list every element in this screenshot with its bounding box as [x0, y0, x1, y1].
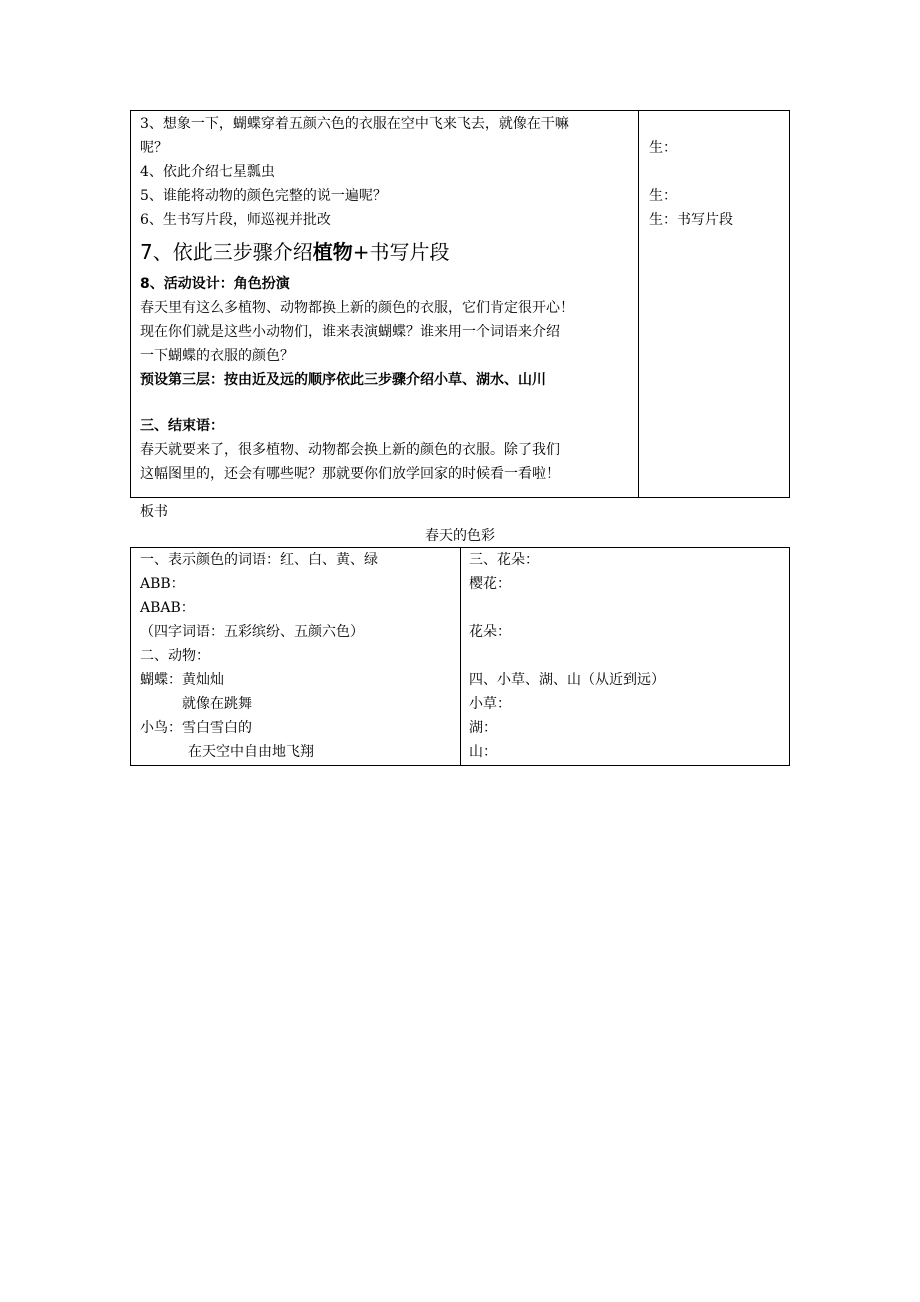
cherry-blossom-item: 樱花： — [469, 576, 511, 592]
board-label: 板书 — [140, 504, 168, 520]
step-7-prefix: 7、依此三步骤介绍 — [140, 240, 313, 264]
step-5-text: 5、谁能将动物的颜色完整的说一遍呢？ — [140, 188, 387, 204]
board-title: 春天的色彩 — [425, 528, 495, 544]
step-8-heading: 8、活动设计：角色扮演 — [140, 276, 290, 292]
board-right-column — [461, 548, 789, 765]
lesson-plan-table — [130, 110, 790, 498]
abb-item: ABB： — [140, 576, 185, 592]
abab-item: ABAB： — [140, 600, 195, 616]
teacher-activity-column — [131, 111, 639, 497]
closing-text-2: 这幅图里的，还会有哪些呢？那就要你们放学回家的时候看一看啦！ — [140, 466, 560, 482]
step-6-text: 6、生书写片段，师巡视并批改 — [140, 212, 331, 228]
step-3-text-cont: 呢？ — [140, 140, 168, 156]
bird-item: 小鸟：雪白雪白的 — [140, 720, 252, 736]
lake-item: 湖： — [469, 720, 497, 736]
preset-level-3: 预设第三层：按由近及远的顺序依此三步骤介绍小草、湖水、山川 — [140, 372, 546, 388]
flowers-heading: 三、花朵： — [469, 552, 539, 568]
step-7-suffix: +书写片段 — [352, 240, 450, 264]
mountain-item: 山： — [469, 744, 497, 760]
student-response-2: 生： — [649, 188, 677, 204]
color-words-heading: 一、表示颜色的词语：红、白、黄、绿 — [140, 552, 378, 568]
role-play-text-3: 一下蝴蝶的衣服的颜色？ — [140, 348, 294, 364]
spacer — [469, 644, 789, 668]
grass-lake-mountain-heading: 四、小草、湖、山（从近到远） — [469, 672, 665, 688]
step-3-text: 3、想象一下，蝴蝶穿着五颜六色的衣服在空中飞来飞去，就像在干嘛 — [140, 116, 569, 132]
role-play-text-1: 春天里有这么多植物、动物都换上新的颜色的衣服，它们肯定很开心！ — [140, 300, 574, 316]
student-activity-column — [639, 111, 789, 497]
spacer — [469, 596, 789, 620]
student-response-1: 生： — [649, 140, 677, 156]
step-4-text: 4、依此介绍七星瓢虫 — [140, 164, 275, 180]
flower-item: 花朵： — [469, 624, 511, 640]
step-7-bold: 植物 — [312, 240, 353, 264]
four-char-words: （四字词语：五彩缤纷、五颜六色） — [140, 624, 364, 640]
butterfly-item: 蝴蝶：黄灿灿 — [140, 672, 224, 688]
closing-text-1: 春天就要来了，很多植物、动物都会换上新的颜色的衣服。除了我们 — [140, 442, 560, 458]
role-play-text-2: 现在你们就是这些小动物们，谁来表演蝴蝶？谁来用一个词语来介绍 — [140, 324, 560, 340]
grass-item: 小草： — [469, 696, 511, 712]
spacer — [649, 160, 789, 184]
board-left-column — [131, 548, 461, 765]
spacer — [649, 112, 789, 136]
closing-heading: 三、结束语： — [140, 418, 224, 434]
butterfly-simile: 就像在跳舞 — [182, 696, 252, 712]
animals-heading: 二、动物： — [140, 648, 210, 664]
step-7-heading — [140, 232, 638, 272]
student-response-3: 生：书写片段 — [649, 212, 733, 228]
blackboard-table — [130, 547, 790, 766]
bird-simile: 在天空中自由地飞翔 — [188, 744, 314, 760]
spacer — [140, 392, 638, 414]
